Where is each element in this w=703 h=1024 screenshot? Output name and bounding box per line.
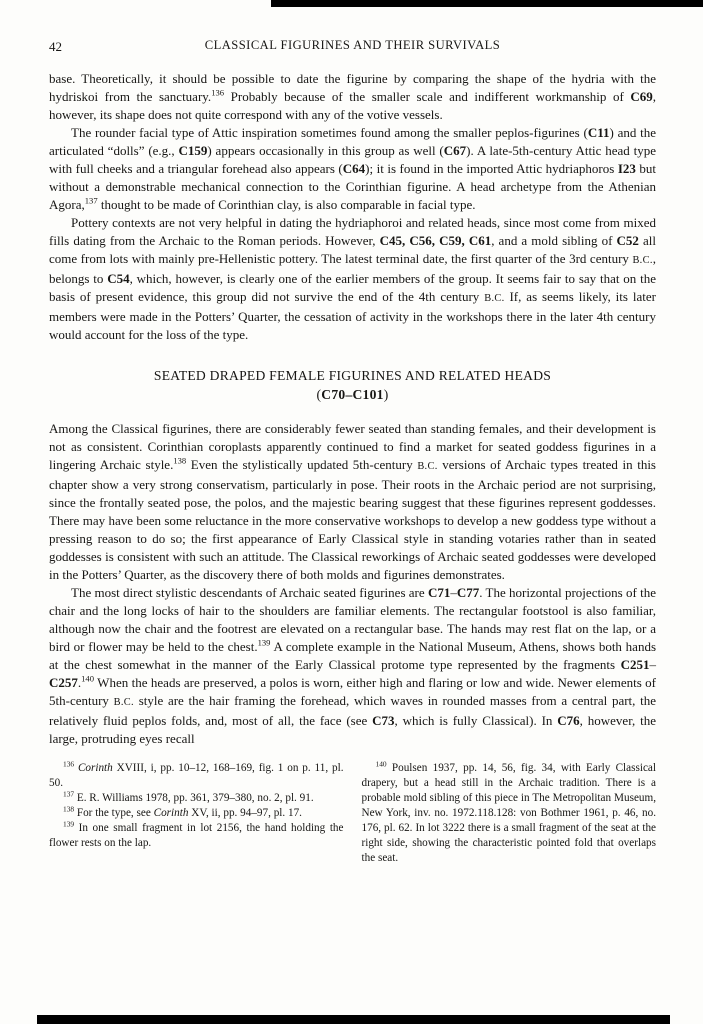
text-segment: If, as seems likely, its later members were made in the Potters’ Quarter, the cessation of activity in the workshops there in the later 4th century would account for the loss of the type.	[49, 289, 656, 342]
text-segment: Corinth	[77, 762, 113, 774]
text-segment: C64	[342, 161, 366, 176]
text-segment: style are the hair framing the forehead, which waves in rounded masses from a central part, the relatively fluid peplos folds, and, most of all, the face (see	[49, 693, 657, 728]
text-segment: C251	[620, 657, 650, 672]
text-segment: E. R. Williams 1978, pp. 361, 379–380, no. 2, pl. 91.	[74, 792, 314, 804]
footnote	[49, 821, 344, 851]
text-segment: ) appears occasionally in this group as well (	[207, 143, 444, 158]
text-segment: , and a mold sibling of	[491, 233, 617, 248]
text-segment: C73	[372, 713, 395, 728]
running-head-title: CLASSICAL FIGURINES AND THEIR SURVIVALS	[204, 38, 501, 52]
text-segment: C54	[107, 271, 130, 286]
text-segment: C71	[427, 585, 451, 600]
section-heading-line	[49, 366, 656, 385]
paragraph	[49, 584, 656, 748]
text-segment: base. Theoretically, it should be possible to date the figurine by comparing the shape of the hydria with the hydriskoi from the sanctuary.	[49, 71, 656, 104]
text-segment: A complete example in the National Museum, Athens, shows both hands at the chest somewhat in the manner of the Early Classical protome type represented by the fragments	[49, 639, 656, 672]
text-segment: , which, however, is clearly one of the earlier members of the group. It seems fair to say that on the basis of present evidence, this group did not survive the end of the 4th century	[49, 271, 656, 304]
body-content	[49, 70, 656, 748]
scan-artifact-bottom-bar	[37, 1015, 670, 1024]
text-segment: )	[383, 387, 389, 402]
text-segment: The most direct stylistic descendants of Archaic seated figurines are	[71, 585, 428, 600]
section-heading	[49, 366, 656, 404]
text-segment: ); it is found in the imported Attic hydriaphoros	[365, 161, 618, 176]
text-segment: B.C.	[417, 461, 438, 472]
footnote	[362, 761, 657, 866]
text-segment: C69	[630, 89, 653, 104]
text-segment: , belongs to	[49, 251, 656, 286]
text-segment: Probably because of the smaller scale and indifferent workmanship of	[224, 89, 631, 104]
text-segment: The rounder facial type of Attic inspiration sometimes found among the smaller peplos-figurines (	[71, 125, 588, 140]
footnotes-section	[49, 761, 656, 866]
text-segment: Corinth	[153, 807, 189, 819]
text-segment: –	[649, 657, 656, 672]
text-segment: ). A late-5th-century Attic head type with full cheeks and a triangular forehead also appears (	[49, 143, 657, 176]
text-segment: XVIII, i, pp. 10–12, 168–169, fig. 1 on p. 11, pl. 50.	[49, 762, 344, 789]
text-segment: Pottery contexts are not very helpful in dating the hydriaphoroi and related heads, since most come from mixed fills dating from the Archaic to the Roman periods. However,	[49, 215, 656, 248]
footnote	[49, 806, 344, 821]
text-segment: When the heads are preserved, a polos is worn, either high and flaring or low and wide. Newer elements of 5th-century	[49, 675, 656, 708]
footnote-ref: 139	[257, 637, 271, 648]
text-segment: In one small fragment in lot 2156, the hand holding the flower rests on the lap.	[49, 822, 344, 849]
paragraph	[49, 420, 656, 584]
text-segment: B.C.	[484, 293, 505, 304]
page-content	[49, 38, 656, 866]
text-segment: C159	[178, 143, 208, 158]
footnote-ref: 138	[63, 804, 75, 814]
text-segment: .	[77, 675, 82, 690]
footnote	[49, 761, 344, 791]
text-segment: XV, ii, pp. 94–97, pl. 17.	[188, 807, 302, 819]
page-number: 42	[49, 39, 62, 54]
text-segment: B.C.	[632, 255, 653, 266]
text-segment: Poulsen 1937, pp. 14, 56, fig. 34, with Early Classical drapery, but a head still in the Archaic tradition. There is a probable mold sibling of this piece in The Metropolitan Museum, New York, inv. no. 1972.118.128: von Bothmer 1961, p. 46, no. 176, pl. 62. In lot 3222 there is a small fragment of the seat at the right side, showing the characteristic pointed fold that overlaps the seat.	[361, 762, 656, 864]
text-segment: C45, C56, C59, C61	[379, 233, 492, 248]
text-segment: B.C.	[113, 697, 134, 708]
text-segment: C11	[587, 125, 610, 140]
text-segment: (	[316, 387, 322, 402]
text-segment: C52	[616, 233, 639, 248]
footnote-ref: 138	[173, 455, 187, 466]
section-heading-line	[49, 385, 656, 404]
footnote-ref: 139	[63, 819, 75, 829]
text-segment: all come from lots with mainly pre-Hellenistic pottery. The latest terminal date, the first quarter of the 3rd century	[49, 233, 656, 266]
text-segment: For the type, see	[74, 807, 154, 819]
footnote-ref: 137	[84, 195, 98, 206]
paragraph	[49, 214, 656, 344]
text-segment: C67	[443, 143, 467, 158]
text-segment: versions of Archaic types treated in this chapter show a very strong conservatism, particularly in pose. Their roots in the Archaic period are not surprising, since the frontally seated pose, the polos, and the majestic bearing suggest that these figurines represent goddesses. There may have been some reluctance in the more conservative workshops to develop a new goddess type without a pressing reason to do so; the first appearance of Early Classical style in standing votaries rather than in seated goddesses is consistent with such an attitude. The Classical reworkings of Archaic seated goddesses were developed in the Potters’ Quarter, as the discovery there of both molds and figurines demonstrates.	[49, 457, 656, 582]
text-segment: C76	[557, 713, 580, 728]
scan-artifact-top-bar	[271, 0, 703, 7]
text-segment: –	[450, 585, 457, 600]
text-segment: Among the Classical figurines, there are considerably fewer seated than standing females, and their development is not as consistent. Corinthian coroplasts apparently continued to find a market for seated goddess figurines in a lingering Archaic style.	[49, 421, 656, 472]
footnote	[49, 791, 344, 806]
text-segment: C70–C101	[321, 387, 384, 402]
text-segment: C77	[456, 585, 480, 600]
paragraph	[49, 124, 656, 214]
text-segment: , however, its shape does not quite correspond with any of the votive vessels.	[49, 89, 656, 122]
text-segment: SEATED DRAPED FEMALE FIGURINES AND RELATED HEADS	[153, 368, 552, 383]
text-segment: , which is fully Classical). In	[394, 713, 558, 728]
footnote-ref: 140	[81, 673, 95, 684]
text-segment: ) and the articulated “dolls” (e.g.,	[49, 125, 656, 158]
footnote-ref: 137	[63, 789, 75, 799]
footnotes-left	[49, 761, 344, 866]
text-segment: C257	[49, 675, 78, 690]
paragraph	[49, 70, 656, 124]
footnote-ref: 140	[375, 759, 387, 769]
text-segment: , however, the large, protruding eyes recall	[49, 713, 656, 746]
footnote-ref: 136	[211, 87, 225, 98]
text-segment: Even the stylistically updated 5th-century	[186, 457, 418, 472]
text-segment: . The horizontal projections of the chair and the long locks of hair to the shoulders are familiar elements. The rectangular footstool is also familiar, although now the chair and the footrest are elevated on a rectangular base. The hands may rest flat on the lap, or a bird or flower may be held to the chest.	[49, 585, 657, 654]
footnotes-right	[362, 761, 657, 866]
text-segment: thought to be made of Corinthian clay, is also comparable in facial type.	[97, 197, 476, 212]
text-segment: but without a demonstrable mechanical connection to the Corinthian figurine. A head archetype from the Athenian Agora,	[49, 161, 657, 212]
footnote-ref: 136	[63, 759, 75, 769]
running-header	[49, 38, 656, 58]
text-segment: I23	[617, 161, 636, 176]
